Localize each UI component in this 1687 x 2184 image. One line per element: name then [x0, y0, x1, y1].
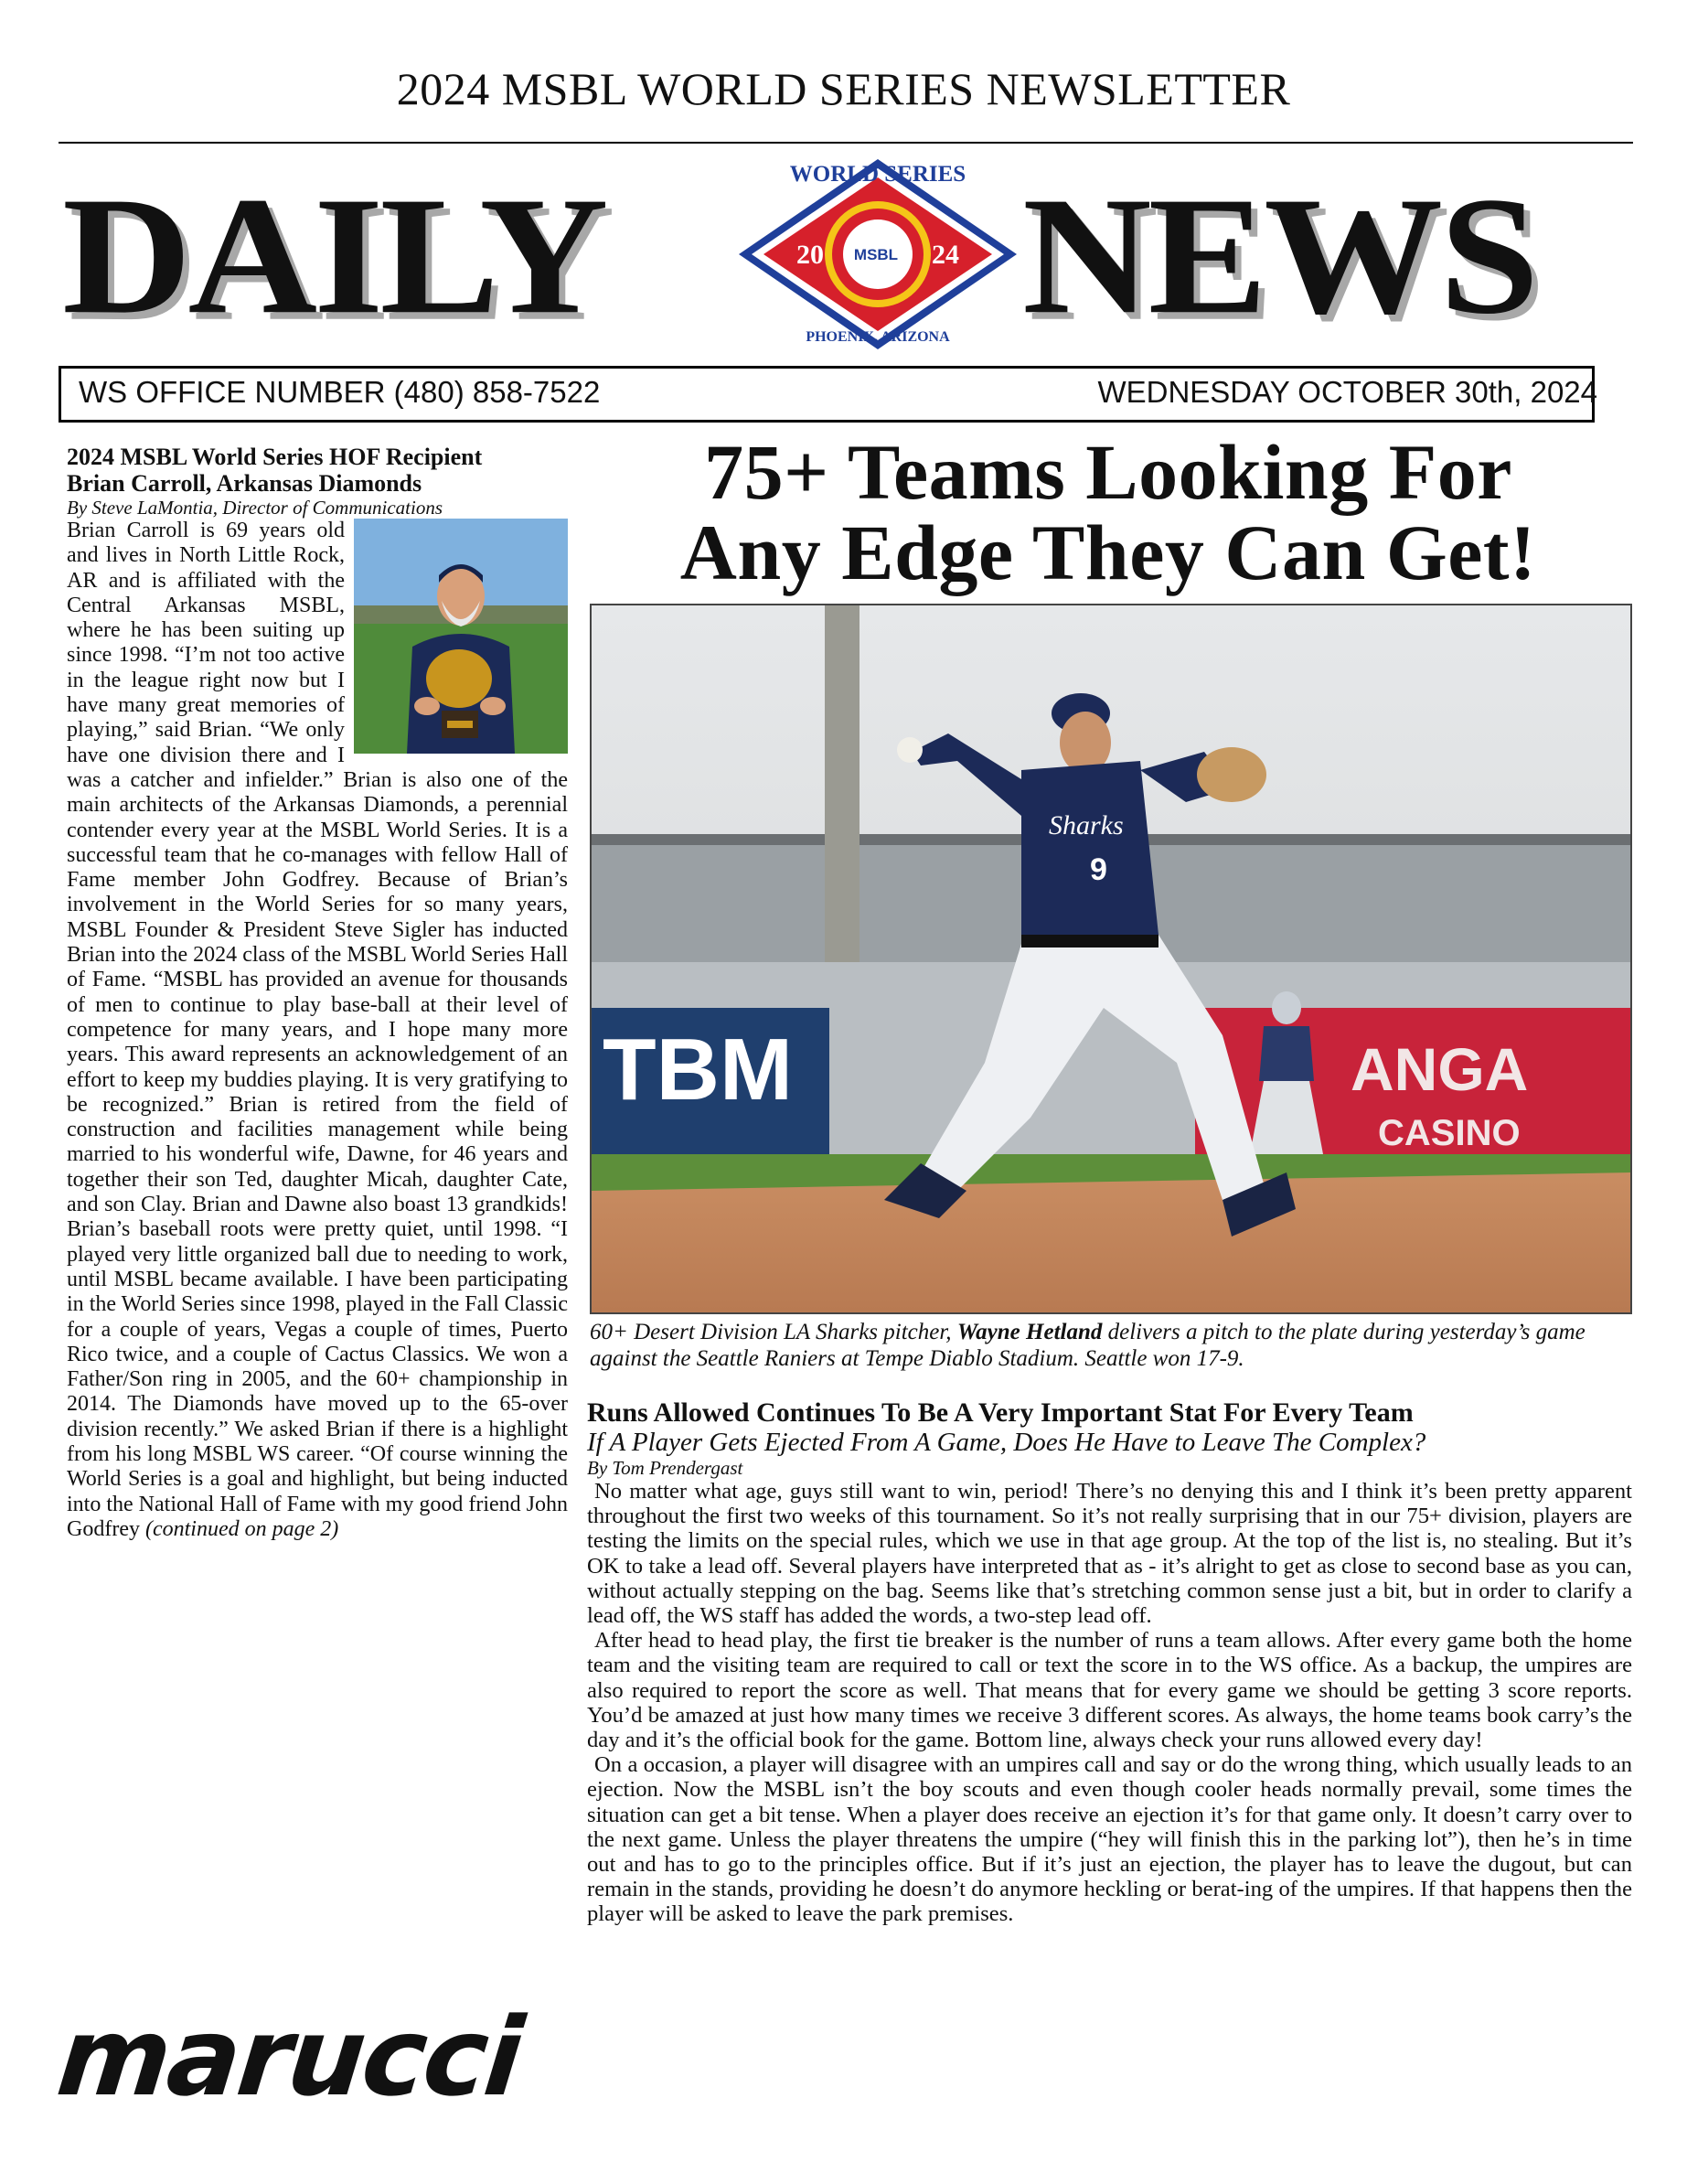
- logo-bottom-text: PHOENIX, ARIZONA: [806, 329, 950, 345]
- headline-line2: Any Edge They Can Get!: [679, 509, 1537, 596]
- caption-part1: 60+ Desert Division LA Sharks pitcher,: [590, 1320, 957, 1344]
- logo-year-right: 24: [932, 240, 959, 270]
- jersey-script: Sharks: [1049, 810, 1124, 840]
- issue-date: WEDNESDAY OCTOBER 30th, 2024: [1097, 375, 1597, 409]
- newsletter-title: 2024 MSBL WORLD SERIES NEWSLETTER: [396, 63, 1291, 114]
- scoreboard-sign-left: TBM: [603, 1021, 793, 1119]
- runs-allowed-article: [587, 1397, 1632, 1927]
- hof-body: [67, 519, 568, 1542]
- article-byline: By Tom Prendergast: [587, 1457, 743, 1479]
- sign-right-top: ANGA: [1351, 1035, 1529, 1103]
- logo-center-text: MSBL: [853, 246, 899, 263]
- office-number: WS OFFICE NUMBER (480) 858-7522: [79, 375, 601, 409]
- article-paragraph: After head to head play, the first tie breaker is the number of runs a team allows. After every game both the home team and the visiting team are required to call or text the score in to the WS office. As a backup, the umpires are also required to report the score as well. That means that for every game we should be getting 3 score reports. You’d be amazed at just how many times we receive 3 different scores. As always, the home teams book carry’s the day and it’s the official book for the game. Bottom line, always check your runs allowed every day!: [587, 1628, 1632, 1753]
- article-subtitle: If A Player Gets Ejected From A Game, Does He Have to Leave The Complex?: [587, 1428, 1426, 1457]
- article-body: [587, 1479, 1632, 1927]
- logo-top-text: WORLD SERIES: [789, 162, 966, 187]
- pitcher-photo: [590, 604, 1632, 1314]
- continued-note: (continued on page 2): [144, 1516, 339, 1541]
- article-title: Runs Allowed Continues To Be A Very Important Stat For Every Team: [587, 1397, 1414, 1428]
- jersey-number: 9: [1090, 852, 1107, 887]
- headline-line1: 75+ Teams Looking For: [704, 428, 1512, 516]
- article-paragraph: No matter what age, guys still want to win, period! There’s no denying this and I think it’s been pretty apparent throughout the first two weeks of this tournament. So it’s not really surprising that in our 75+ division, players are testing the limits on the special rules, which we use in that age group. At the top of the list is, no stealing. But it’s OK to take a lead off. Several players have interpreted that as - it’s alright to get as close to second base as you can, without actually stepping on the bag. Seems like that’s stretching common sense just a bit, but in order to clarify a lead off, the WS staff has added the words, a two-step lead off.: [587, 1479, 1632, 1629]
- hof-byline: By Steve LaMontia, Director of Communications: [67, 497, 443, 519]
- hof-article: [67, 444, 568, 1542]
- brian-carroll-photo: [354, 519, 568, 754]
- hof-title-line2: Brian Carroll, Arkansas Diamonds: [67, 470, 422, 497]
- title-divider: [59, 142, 1633, 144]
- sponsor-logo-marucci: marucci: [51, 1994, 527, 2120]
- hof-title-line1: 2024 MSBL World Series HOF Recipient: [67, 444, 483, 470]
- headline: [585, 428, 1631, 596]
- caption-pitcher-name: Wayne Hetland: [956, 1320, 1103, 1344]
- photo-caption: [590, 1319, 1632, 1372]
- hof-body-text: Brian Carroll is 69 years old and lives in North Little Rock, AR and is affiliated with the Central Arkansas MSBL, where he has been suiting up since 1998. “I’m not too active in the league right now but I have many great memories of playing,” said Brian. “We only have one division there and I was a catcher and infielder.” Brian is also one of the main architects of the Arkansas Diamonds, a perennial contender every year at the MSBL World Series. It is a successful team that he co-manages with fellow Hall of Fame member John Godfrey. Because of Brian’s involvement in the World Series for so many years, MSBL Founder & President Steve Sigler has inducted Brian into the 2024 class of the MSBL World Series Hall of Fame. “MSBL has provided an avenue for thousands of men to continue to play base-ball at their level of competence for many years, and I hope many more years. This award represents an acknowledgement of an effort to keep my buddies playing. It is very gratifying to be recognized.” Brian is retired from the field of construction and facilities management while being married to his wonderful wife, Dawne, for 46 years and together their son Ted, daughter Micah, daughter Cate, and son Clay. Brian and Dawne also boast 13 grandkids! Brian’s baseball roots were pretty quiet, until 1998. “I played very little organized ball due to needing to work, until MSBL became available. I have been participating in the World Series since 1998, played in the Fall Classic for a couple of years, Vegas a couple of times, Puerto Rico twice, and a couple of Cactus Classics. We won a Father/Son ring in 2005, and the 60+ championship in 2014. The Diamonds have moved up to the 65-over division recently.” We asked Brian if there is a highlight from his long MSBL WS career. “Of course winning the World Series is a goal and highlight, but being inducted into the National Hall of Fame with my good friend John Godfrey: [67, 519, 568, 1541]
- article-paragraph: On a occasion, a player will disagree with an umpires call and say or do the wrong thing, which usually leads to an ejection. Now the MSBL isn’t the boy scouts and even though cooler heads normally prevail, some times the situation can get a bit tense. When a player does receive an ejection it’s for that game only. It doesn’t carry over to the next game. Unless the player threatens the umpire (“hey will finish this in the parking lot”), then he’s in time out and has to go to the principles office. But if it’s just an ejection, the player has to leave the dugout, but can remain in the stands, providing he doesn’t do anymore heckling or berat-ing of the umpires. If that happens then the player will be asked to leave the park premises.: [587, 1752, 1632, 1927]
- masthead-news: NEWS: [1022, 162, 1536, 349]
- caption-part2: delivers a pitch to the plate during yesterday’s game against the Seattle Raniers at Tempe Diablo Stadium. Seattle won 17-9.: [590, 1320, 1586, 1371]
- masthead-daily: DAILY: [62, 162, 605, 349]
- pitcher-photo-illustration: [592, 605, 1630, 1312]
- sign-right-bottom: CASINO: [1378, 1113, 1521, 1153]
- logo-year-left: 20: [796, 240, 824, 270]
- world-series-logo: [731, 154, 1024, 355]
